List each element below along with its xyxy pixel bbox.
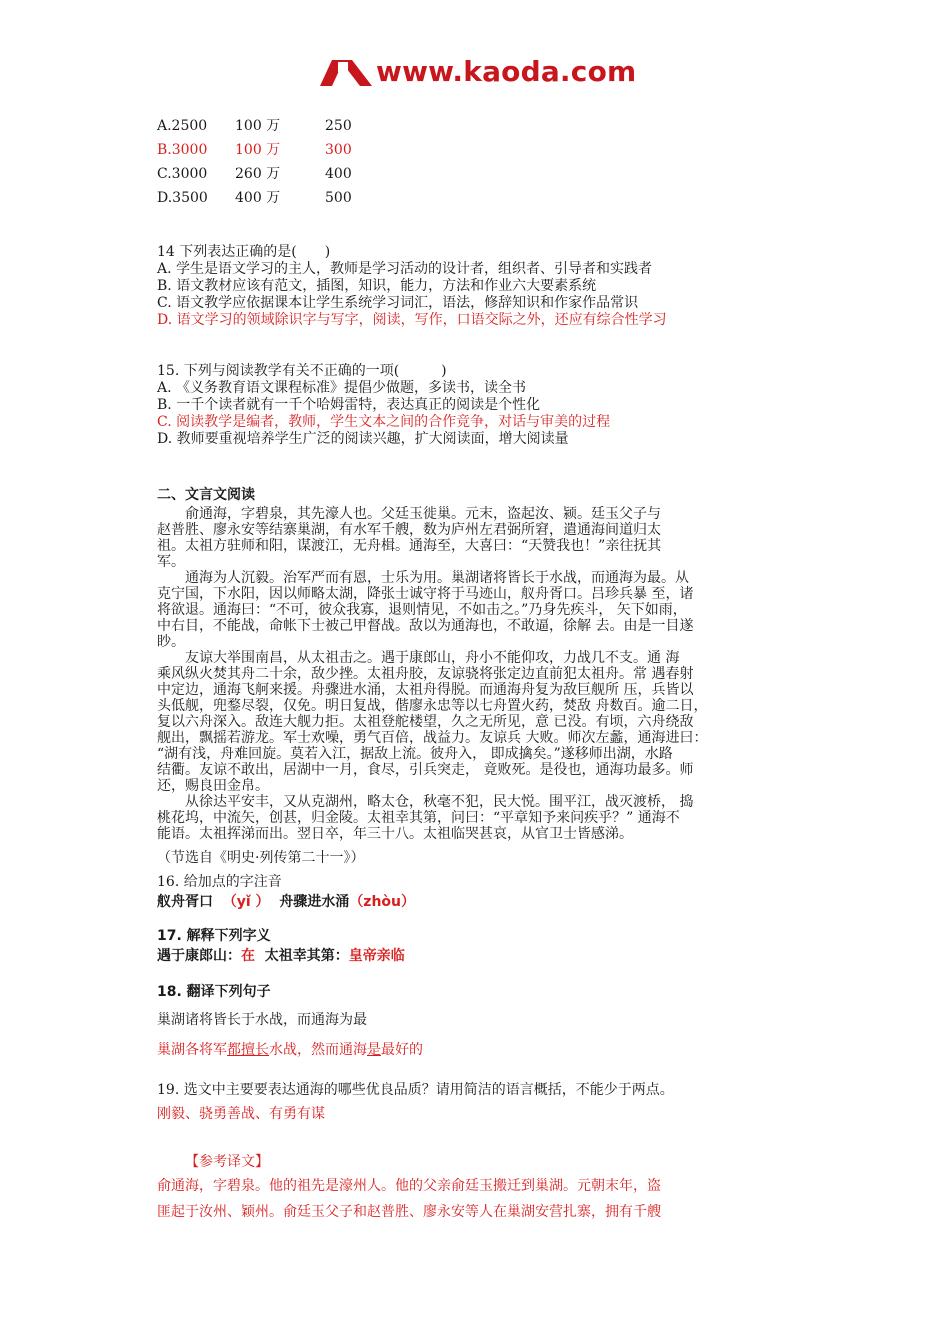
option-label: B.3000 <box>157 142 208 158</box>
passage-line: 还，赐良田金帛。 <box>157 778 269 794</box>
question-stem: 17. 解释下列字义 <box>157 928 271 944</box>
passage-line: 结衢。友谅不敢出，居湖中一月，食尽，引兵突走， 竟败死。是役也，通海功最多。师 <box>157 762 694 778</box>
passage-line: 乘风纵火焚其舟二十余，敌少挫。太祖舟胶，友谅骁将张定边直前犯太祖舟。常 遇春射 <box>157 666 694 682</box>
choice-d: D. 教师要重视培养学生广泛的阅读兴趣，扩大阅读面，增大阅读量 <box>157 431 569 447</box>
passage-line: 将欲退。通海曰：“不可，彼众我寡，退则情见，不如击之。”乃身先疾斗， 矢下如雨， <box>157 602 687 618</box>
question-17 <box>157 926 817 966</box>
passage-line: 头低舰，兜鍪尽裂，仅免。明日复战，偕廖永忠等以七舟置火药，焚敌 舟数百。逾二日， <box>157 698 708 714</box>
passage-line: 桃花坞，中流矢，创甚，归金陵。太祖幸其第，问曰：“平章知予来问疾乎？” 通海不 <box>157 810 680 826</box>
question-16 <box>157 872 817 912</box>
choice-c: C. 语文教学应依据课本让学生系统学习词汇，语法，修辞知识和作家作品常识 <box>157 295 639 311</box>
question-stem: 14 下列表达正确的是( ) <box>157 244 331 260</box>
question-stem: 16. 给加点的字注音 <box>157 874 282 890</box>
passage-line: 从徐达平安丰，又从克湖州，略太仓，秋毫不犯，民大悦。围平江，战灭渡桥， 捣 <box>185 794 694 810</box>
question-stem: 15. 下列与阅读教学有关不正确的一项( ) <box>157 363 447 379</box>
option-value: 400 <box>325 166 352 182</box>
question-15 <box>157 363 817 448</box>
answer-line <box>157 892 817 912</box>
question-18 <box>157 982 817 1060</box>
passage-line: 通海为人沉毅。治军严而有恩，士乐为用。巢湖诸将皆长于水战，而通海为最。从 <box>185 570 689 586</box>
passage-line: 俞通海，字碧泉，其先濠人也。父廷玉徙巢。元末，盗起汝、颍。廷玉父子与 <box>185 506 661 522</box>
translation-line: 俞通海，字碧泉。他的祖先是濠州人。他的父亲俞廷玉搬迁到巢湖。元朝末年，盗 <box>157 1178 661 1194</box>
document-page <box>157 112 817 1222</box>
choice-b: B. 语文教材应该有范文，插图，知识，能力，方法和作业六大要素系统 <box>157 278 597 294</box>
choice-b: B. 一千个读者就有一千个哈姆雷特，表达真正的阅读是个性化 <box>157 397 541 413</box>
option-value: 250 <box>325 118 352 134</box>
source-sentence: 巢湖诸将皆长于水战，而通海为最 <box>157 1012 367 1028</box>
word: 遇于康郎山： <box>157 948 241 964</box>
translation-answer <box>157 1040 817 1060</box>
q13-options <box>157 114 817 210</box>
meaning-answer: 皇帝亲临 <box>348 948 405 964</box>
classical-passage <box>157 506 817 866</box>
option-label: A.2500 <box>157 118 208 134</box>
answer-part: 巢湖各将军 <box>157 1042 227 1058</box>
site-url[interactable]: www.kaoda.com <box>376 55 637 88</box>
passage-line: 中定边，通海飞舸来援。舟骤进水涌，太祖舟得脱。而通海舟复为敌巨舰所 压，兵皆以 <box>157 682 694 698</box>
option-value: 500 <box>325 190 352 206</box>
meaning-answer: 在 <box>241 948 255 964</box>
option-row <box>157 186 817 210</box>
word: 太祖幸其第： <box>264 948 349 964</box>
answer-part: 最好的 <box>381 1042 423 1058</box>
word: 舟骤进水涌 <box>279 894 350 910</box>
passage-line: “湖有浅，舟难回旋。莫若入江，据敌上流。彼舟入， 即成擒矣。”遂移师出湖，水路 <box>157 746 673 762</box>
answer-part-underlined: 是 <box>367 1042 381 1058</box>
passage-line: 军。 <box>157 554 185 570</box>
choice-d-correct: D. 语文学习的领域除识字与写字，阅读，写作，口语交际之外，还应有综合性学习 <box>157 312 667 328</box>
option-value: 100 万 <box>235 118 281 134</box>
answer-line <box>157 946 817 966</box>
option-value: 260 万 <box>235 166 281 182</box>
passage-line: 能语。太祖挥涕而出。翌日卒，年三十八。太祖临哭甚哀，从官卫士皆感涕。 <box>157 826 633 842</box>
site-header <box>318 52 658 94</box>
passage-line: 舰出，飘摇若游龙。军士欢噪，勇气百倍，战益力。友谅兵 大败。师次左蠡，通海进曰： <box>157 730 708 746</box>
word: 舣舟胥口 <box>157 894 213 910</box>
option-row <box>157 114 817 138</box>
translation-line: 匪起于汝州、颖州。俞廷玉父子和赵普胜、廖永安等人在巢湖安营扎寨，拥有千艘 <box>157 1204 661 1220</box>
option-value: 300 <box>325 142 352 158</box>
pinyin-answer: （zhòu） <box>349 894 416 910</box>
passage-line: 克宁国，下水阳，因以师略太湖，降张士诚守将于马迹山，舣舟胥口。吕珍兵暴 至，诸 <box>157 586 694 602</box>
kaoda-logo-icon <box>318 58 382 88</box>
answer-part-underlined: 都擅长 <box>227 1042 269 1058</box>
passage-source: （节选自《明史·列传第二十一》） <box>157 850 365 866</box>
answer-text: 刚毅、骁勇善战、有勇有谋 <box>157 1106 325 1122</box>
choice-a: A. 学生是语文学习的主人，教师是学习活动的设计者，组织者、引导者和实践者 <box>157 261 653 277</box>
option-row <box>157 162 817 186</box>
passage-line: 眇。 <box>157 634 185 650</box>
translation-title: 【参考译文】 <box>185 1154 269 1170</box>
passage-line: 中右目，不能战，命帐下士被己甲督战。敌以为通海也，不敢逼，徐解 去。由是一目遂 <box>157 618 694 634</box>
choice-c-correct: C. 阅读教学是编者，教师，学生文本之间的合作竞争，对话与审美的过程 <box>157 414 611 430</box>
option-label: C.3000 <box>157 166 208 182</box>
option-value: 100 万 <box>235 142 281 158</box>
pinyin-answer: （yǐ ） <box>222 894 270 910</box>
passage-line: 祖。太祖方驻师和阳，谋渡江，无舟楫。通海至，大喜曰：“天赞我也！”亲往抚其 <box>157 538 662 554</box>
choice-a: A. 《义务教育语文课程标准》提倡少做题，多读书，读全书 <box>157 380 527 396</box>
reference-translation <box>157 1152 817 1222</box>
passage-line: 赵普胜、廖永安等结寨巢湖，有水军千艘，数为庐州左君弼所窘，遣通海间道归太 <box>157 522 661 538</box>
option-row-correct <box>157 138 817 162</box>
passage-line: 复以六舟深入。敌连大舰力拒。太祖登舵楼望，久之无所见，意 已没。有顷，六舟绕敌 <box>157 714 694 730</box>
passage-line: 友谅大举围南昌，从太祖击之。遇于康郎山，舟小不能仰攻，力战几不支。通 海 <box>185 650 680 666</box>
section-title: 二、文言文阅读 <box>157 487 255 503</box>
question-19 <box>157 1080 817 1124</box>
question-14 <box>157 244 817 329</box>
question-stem: 19. 选文中主要要表达通海的哪些优良品质？请用简洁的语言概括，不能少于两点。 <box>157 1082 674 1098</box>
option-value: 400 万 <box>235 190 281 206</box>
option-label: D.3500 <box>157 190 208 206</box>
answer-part: 水战，然而通海 <box>269 1042 367 1058</box>
question-stem: 18. 翻译下列句子 <box>157 984 271 1000</box>
